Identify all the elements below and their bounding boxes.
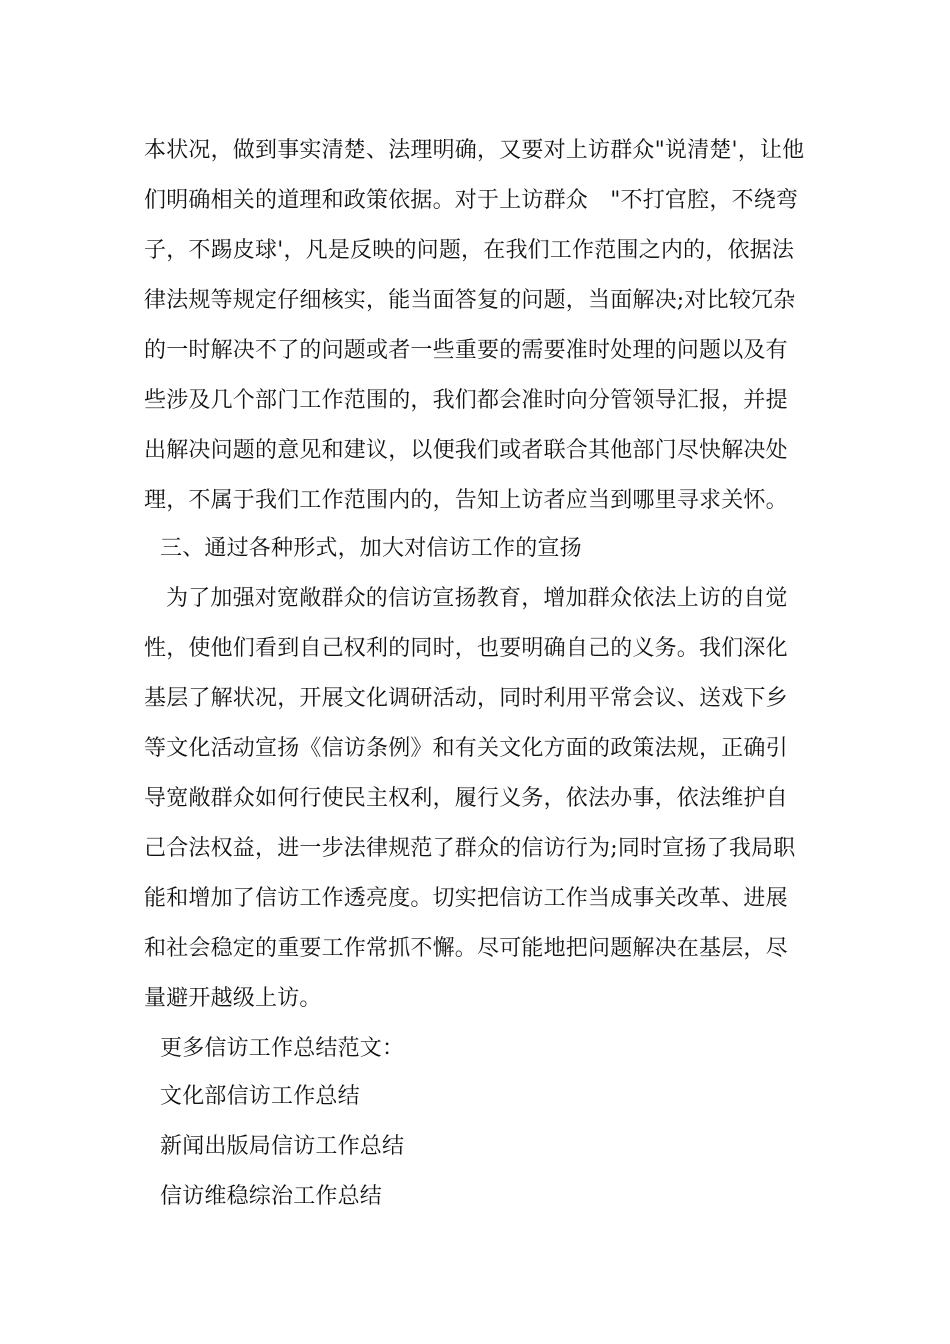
paragraph-line: 导宽敞群众如何行使民主权利，履行义务，依法办事，依法维护自 [144, 786, 788, 811]
paragraph-line: 律法规等规定仔细核实，能当面答复的问题，当面解决;对比较冗杂 [144, 288, 796, 313]
paragraph-line: 和社会稳定的重要工作常抓不懈。尽可能地把问题解决在基层，尽 [144, 936, 788, 961]
related-article-link[interactable]: 信访维稳综治工作总结 [160, 1184, 383, 1209]
paragraph-line: 些涉及几个部门工作范围的，我们都会准时向分管领导汇报，并提 [144, 388, 788, 413]
paragraph-line: 的一时解决不了的问题或者一些重要的需要准时处理的问题以及有 [144, 338, 788, 363]
paragraph-line: 性，使他们看到自己权利的同时，也要明确自己的义务。我们深化 [144, 636, 788, 661]
more-articles-heading: 更多信访工作总结范文： [160, 1036, 405, 1061]
paragraph-line: 本状况，做到事实清楚、法理明确，又要对上访群众"说清楚'，让他 [144, 138, 805, 163]
paragraph-line: 基层了解状况，开展文化调研活动，同时利用平常会议、送戏下乡 [144, 686, 788, 711]
section-heading: 三、通过各种形式，加大对信访工作的宣扬 [160, 536, 582, 561]
paragraph-line: 子，不踢皮球'，凡是反映的问题，在我们工作范围之内的，依据法 [144, 238, 795, 263]
paragraph-line: 量避开越级上访。 [144, 986, 322, 1011]
paragraph-line: 己合法权益，进一步法律规范了群众的信访行为;同时宣扬了我局职 [144, 836, 796, 861]
paragraph-line: 能和增加了信访工作透亮度。切实把信访工作当成事关改革、进展 [144, 886, 788, 911]
paragraph-line: 理，不属于我们工作范围内的，告知上访者应当到哪里寻求关怀。 [144, 488, 788, 513]
related-article-link[interactable]: 文化部信访工作总结 [160, 1084, 360, 1109]
paragraph-line: 等文化活动宣扬《信访条例》和有关文化方面的政策法规，正确引 [144, 736, 788, 761]
paragraph-line: 们明确相关的道理和政策依据。对于上访群众 "不打官腔，不绕弯 [144, 188, 799, 213]
paragraph-line: 为了加强对宽敞群众的信访宣扬教育，增加群众依法上访的自觉 [166, 586, 788, 611]
paragraph-line: 出解决问题的意见和建议，以便我们或者联合其他部门尽快解决处 [144, 438, 788, 463]
related-article-link[interactable]: 新闻出版局信访工作总结 [160, 1134, 405, 1159]
